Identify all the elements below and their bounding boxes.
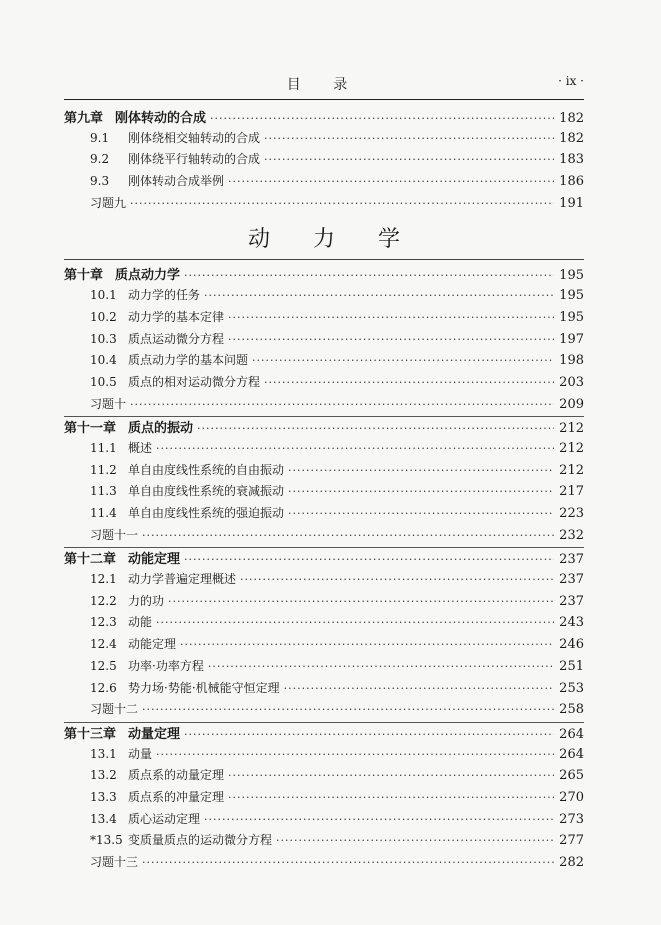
leader-dots xyxy=(240,573,554,586)
leader-dots xyxy=(156,748,554,761)
leader-dots xyxy=(184,553,554,566)
leader-dots xyxy=(276,834,554,847)
toc-exercise-row[interactable] xyxy=(64,526,584,548)
section-number: 10.4 xyxy=(90,353,117,368)
entry-title: 刚体转动合成举例 xyxy=(128,174,225,189)
entry-title: 质点的振动 xyxy=(128,421,194,437)
section-number: 11.2 xyxy=(90,462,117,477)
toc-section-row[interactable] xyxy=(64,613,584,635)
entry-title: 动力学的任务 xyxy=(128,288,201,303)
page-number: 182 xyxy=(559,111,584,126)
entry-title: 质点系的动量定理 xyxy=(128,768,225,783)
entry-title: 刚体转动的合成 xyxy=(115,111,207,126)
entry-title: 单自由度线性系统的自由振动 xyxy=(128,462,285,477)
entry-title: 动能定理 xyxy=(128,552,181,568)
page-number: 195 xyxy=(559,288,584,304)
section-number: 13.3 xyxy=(90,789,117,804)
entry-title: 动量定理 xyxy=(128,726,181,742)
entry-title: 单自由度线性系统的强迫振动 xyxy=(128,506,285,520)
page-number: 212 xyxy=(559,462,584,478)
entry-title: 动能定理 xyxy=(128,637,177,652)
toc-section-row[interactable] xyxy=(64,308,584,330)
toc-section-row[interactable] xyxy=(64,570,584,592)
entry-title: 刚体绕相交轴转动的合成 xyxy=(128,130,261,145)
entry-title: 习题九 xyxy=(90,195,127,210)
page-number: 182 xyxy=(559,130,584,146)
entry-title: 变质量质点的运动微分方程 xyxy=(128,833,273,848)
page-number: 258 xyxy=(559,702,584,718)
leader-dots xyxy=(142,856,554,869)
toc-section-row[interactable] xyxy=(64,745,584,767)
toc-section-row[interactable] xyxy=(64,504,584,526)
header-page-number: · ix · xyxy=(558,74,584,88)
chapter-number: 第十章 xyxy=(64,268,104,284)
toc-section-row[interactable] xyxy=(64,286,584,308)
leader-dots xyxy=(142,703,554,716)
section-number: 13.2 xyxy=(90,768,117,783)
section-number: 12.1 xyxy=(90,572,117,587)
toc-section-row[interactable] xyxy=(64,831,584,853)
page-number: 212 xyxy=(559,421,584,437)
section-number: 9.1 xyxy=(90,130,110,145)
page-number: 237 xyxy=(559,552,584,568)
table-of-contents xyxy=(64,107,584,875)
leader-dots xyxy=(208,660,554,673)
toc-exercise-row[interactable] xyxy=(64,853,584,875)
toc-section-row[interactable] xyxy=(64,788,584,810)
entry-title: 概述 xyxy=(128,440,153,455)
section-number: 9.3 xyxy=(90,174,110,189)
page-number: 243 xyxy=(559,615,584,631)
section-number: 12.4 xyxy=(90,637,117,652)
entry-title: 单自由度线性系统的衰减振动 xyxy=(128,484,285,499)
leader-dots xyxy=(130,398,554,411)
leader-dots xyxy=(252,354,554,367)
part-heading: 动 力 学 xyxy=(248,226,418,252)
page-number: 197 xyxy=(559,331,584,347)
entry-title: 质点动力学 xyxy=(115,268,181,284)
leader-dots xyxy=(284,682,554,695)
toc-section-row[interactable] xyxy=(64,150,584,172)
toc-section-row[interactable] xyxy=(64,766,584,788)
entry-title: 习题十二 xyxy=(90,702,139,717)
section-number: 13.1 xyxy=(90,746,117,761)
entry-title: 动能 xyxy=(128,615,153,630)
leader-dots xyxy=(264,132,554,145)
entry-title: 习题十一 xyxy=(90,527,139,542)
toc-section-row[interactable] xyxy=(64,635,584,657)
page-number: 209 xyxy=(559,396,584,412)
section-number: 13.4 xyxy=(90,811,117,826)
leader-dots xyxy=(184,269,554,282)
entry-title: 质点动力学的基本问题 xyxy=(128,353,249,368)
toc-chapter-row[interactable] xyxy=(64,548,584,570)
leader-dots xyxy=(288,485,554,498)
toc-chapter-row[interactable] xyxy=(64,417,584,439)
page-header xyxy=(64,74,584,96)
page-number: 191 xyxy=(559,195,584,211)
chapter-number: 第十二章 xyxy=(64,552,117,568)
page-number: 203 xyxy=(559,374,584,390)
entry-title: 习题十 xyxy=(90,396,127,411)
toc-chapter-row[interactable] xyxy=(64,107,584,129)
entry-title: 势力场·势能·机械能守恒定理 xyxy=(128,680,280,695)
leader-dots xyxy=(228,333,554,346)
page-number: 237 xyxy=(559,593,584,609)
header-rule xyxy=(64,99,584,100)
leader-dots xyxy=(180,638,554,651)
toc-exercise-row[interactable] xyxy=(64,395,584,417)
page-number: 270 xyxy=(559,789,584,805)
toc-section-row[interactable] xyxy=(64,592,584,614)
toc-exercise-row[interactable] xyxy=(64,700,584,722)
leader-dots xyxy=(142,529,554,542)
entry-title: 刚体绕平行轴转动的合成 xyxy=(128,152,261,167)
section-number: 12.6 xyxy=(90,680,117,695)
toc-section-row[interactable] xyxy=(64,330,584,352)
page-number: 264 xyxy=(559,746,584,762)
toc-section-row[interactable] xyxy=(64,351,584,373)
entry-title: 功率·功率方程 xyxy=(128,658,204,673)
page-number: 198 xyxy=(559,353,584,369)
leader-dots xyxy=(264,153,554,166)
chapter-number: 第十一章 xyxy=(64,421,117,437)
entry-title: 力的功 xyxy=(128,593,165,608)
entry-title: 动力学普遍定理概述 xyxy=(128,572,237,587)
toc-chapter-row[interactable] xyxy=(64,723,584,745)
toc-section-row[interactable] xyxy=(64,439,584,461)
toc-section-row[interactable] xyxy=(64,172,584,194)
section-number: 12.2 xyxy=(90,593,117,608)
page-number: 212 xyxy=(559,440,584,456)
leader-dots xyxy=(288,464,554,477)
section-number: 10.1 xyxy=(90,288,117,303)
leader-dots xyxy=(130,197,554,210)
page-number: 264 xyxy=(559,726,584,742)
leader-dots xyxy=(204,289,554,302)
leader-dots xyxy=(228,175,554,188)
section-number: 12.3 xyxy=(90,615,117,630)
section-number: *13.5 xyxy=(90,833,123,848)
page-number: 246 xyxy=(559,637,584,653)
entry-title: 习题十三 xyxy=(90,855,139,869)
page-number: 251 xyxy=(559,658,584,674)
section-number: 9.2 xyxy=(90,152,110,167)
section-number: 11.3 xyxy=(90,484,117,499)
page-number: 265 xyxy=(559,768,584,784)
section-number: 11.4 xyxy=(90,506,117,520)
leader-dots xyxy=(264,376,554,389)
section-number: 10.2 xyxy=(90,309,117,324)
leader-dots xyxy=(288,507,554,520)
section-number: 10.3 xyxy=(90,331,117,346)
page-number: 217 xyxy=(559,484,584,500)
page-number: 253 xyxy=(559,680,584,696)
section-number: 10.5 xyxy=(90,374,117,389)
page-number: 195 xyxy=(559,309,584,325)
leader-dots xyxy=(168,595,554,608)
page-number: 282 xyxy=(559,855,584,870)
toc-section-row[interactable] xyxy=(64,461,584,483)
header-title: 目 录 xyxy=(286,77,362,93)
page-number: 223 xyxy=(559,506,584,521)
leader-dots xyxy=(204,813,554,826)
leader-dots xyxy=(210,112,554,125)
page-number: 183 xyxy=(559,152,584,168)
toc-chapter-row[interactable] xyxy=(64,264,584,286)
leader-dots xyxy=(228,311,554,324)
page-number: 273 xyxy=(559,811,584,827)
entry-title: 动力学的基本定律 xyxy=(128,309,225,324)
toc-section-row[interactable] xyxy=(64,129,584,151)
chapter-number: 第九章 xyxy=(64,111,104,126)
page-number: 277 xyxy=(559,833,584,849)
toc-section-row[interactable] xyxy=(64,810,584,832)
toc-section-row[interactable] xyxy=(64,373,584,395)
toc-exercise-row[interactable] xyxy=(64,194,584,216)
leader-dots xyxy=(156,442,554,455)
toc-section-row[interactable] xyxy=(64,657,584,679)
toc-section-row[interactable] xyxy=(64,482,584,504)
leader-dots xyxy=(156,616,554,629)
entry-title: 质点系的冲量定理 xyxy=(128,789,225,804)
leader-dots xyxy=(184,728,554,741)
page-number: 232 xyxy=(559,527,584,543)
page-number: 195 xyxy=(559,268,584,284)
part-rule xyxy=(64,259,584,260)
section-number: 12.5 xyxy=(90,658,117,673)
leader-dots xyxy=(228,791,554,804)
entry-title: 质心运动定理 xyxy=(128,811,201,826)
entry-title: 质点运动微分方程 xyxy=(128,331,225,346)
leader-dots xyxy=(197,422,554,435)
page-number: 237 xyxy=(559,572,584,588)
leader-dots xyxy=(228,769,554,782)
toc-section-row[interactable] xyxy=(64,679,584,701)
entry-title: 质点的相对运动微分方程 xyxy=(128,374,261,389)
page-number: 186 xyxy=(559,174,584,190)
section-number: 11.1 xyxy=(90,440,117,455)
entry-title: 动量 xyxy=(128,746,153,761)
chapter-number: 第十三章 xyxy=(64,726,117,742)
